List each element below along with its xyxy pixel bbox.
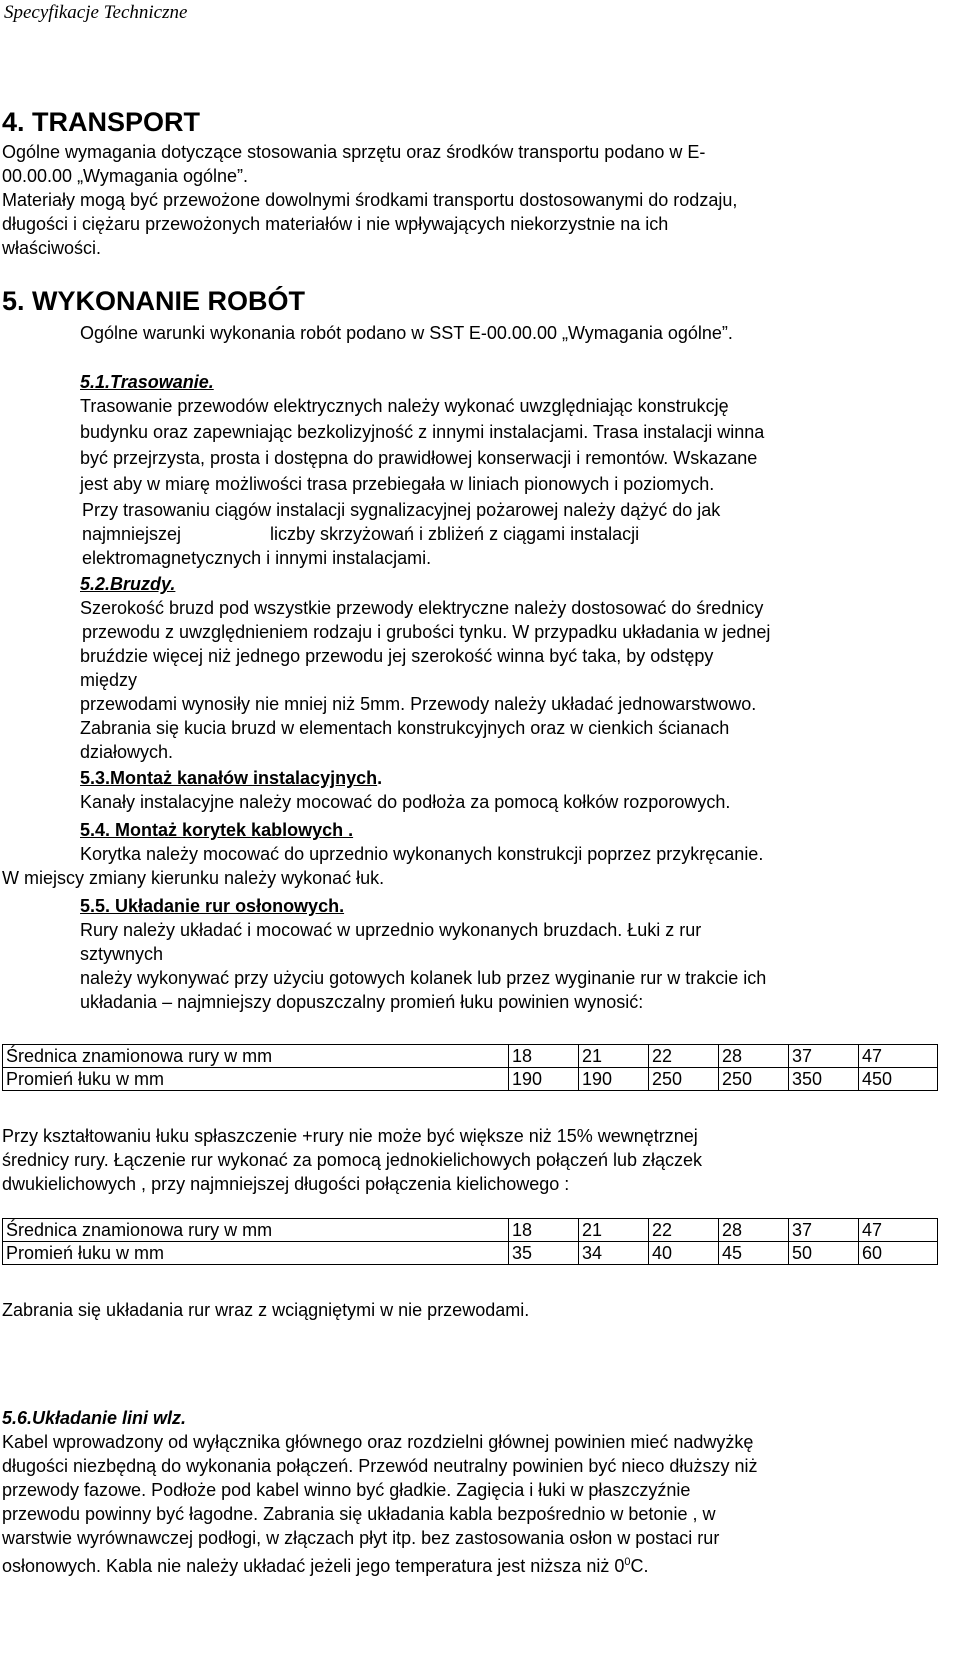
paragraph-line: przewodu powinny być łagodne. Zabrania się układania kabla bezpośrednio w betonie , w: [2, 1504, 716, 1524]
table-cell: Promień łuku w mm: [3, 1068, 509, 1091]
paragraph-line: być przejrzysta, prosta i dostępna do prawidłowej konserwacji i remontów. Wskazane: [80, 448, 758, 468]
section-5-2-heading: 5.2.Bruzdy.: [80, 574, 176, 594]
paragraph-line: Rury należy układać i mocować w uprzednio wykonanych bruzdach. Łuki z rur: [80, 920, 702, 940]
table-cell: 21: [579, 1219, 649, 1242]
table-cell: 34: [579, 1242, 649, 1265]
table-cell: 22: [649, 1219, 719, 1242]
paragraph-line: Ogólne wymagania dotyczące stosowania sprzętu oraz środków transportu podano w E-: [2, 142, 706, 162]
table-cell: 37: [789, 1219, 859, 1242]
page-header-title: Specyfikacje Techniczne: [4, 2, 188, 23]
table-row: [3, 1045, 938, 1068]
paragraph-line: średnicy rury. Łączenie rur wykonać za pomocą jednokielichowych połączeń lub złączek: [2, 1150, 703, 1170]
paragraph-line: przewodami wynosiły nie mniej niż 5mm. Przewody należy układać jednowarstwowo.: [80, 694, 757, 714]
section-5-5-heading: 5.5. Układanie rur osłonowych.: [80, 896, 345, 916]
paragraph-line: bruździe więcej niż jednego przewodu jej szerokość winna być taka, by odstępy: [80, 646, 714, 666]
table-cell: 60: [859, 1242, 938, 1265]
paragraph-line: Materiały mogą być przewożone dowolnymi środkami transportu dostosowanymi do rodzaju,: [2, 190, 738, 210]
paragraph-line: należy wykonywać przy użyciu gotowych kolanek lub przez wyginanie rur w trakcie ich: [80, 968, 767, 988]
paragraph-line: długości i ciężaru przewożonych materiałów i nie wpływających niekorzystnie na ich: [2, 214, 669, 234]
paragraph-line: warstwie wyrównawczej podłogi, w złączach płyt itp. bez zastosowania osłon w postaci rur: [2, 1528, 720, 1548]
table-cell: 28: [719, 1045, 789, 1068]
table-cell: 35: [509, 1242, 579, 1265]
paragraph-line: budynku oraz zapewniając bezkolizyjność z innymi instalacjami. Trasa instalacji winna: [80, 422, 765, 442]
last-line-text: osłonowych. Kabla nie należy układać jeżeli jego temperatura jest niższa niż 0: [2, 1556, 625, 1576]
section-5-heading: 5. WYKONANIE ROBÓT: [2, 286, 306, 316]
table-cell: 47: [859, 1219, 938, 1242]
table-cell: 190: [509, 1068, 579, 1091]
degree-superscript: 0: [624, 1556, 631, 1568]
paragraph-line: właściwości.: [2, 238, 102, 258]
table-cell: Promień łuku w mm: [3, 1242, 509, 1265]
table-cell: 350: [789, 1068, 859, 1091]
table-row: [3, 1242, 938, 1265]
table-cell: Średnica znamionowa rury w mm: [3, 1045, 509, 1068]
table-cell: 37: [789, 1045, 859, 1068]
paragraph-line: Przy trasowaniu ciągów instalacji sygnalizacyjnej pożarowej należy dążyć do jak: [82, 500, 721, 520]
section-4-heading: 4. TRANSPORT: [2, 107, 201, 137]
table-cell: 28: [719, 1219, 789, 1242]
table-cell: 40: [649, 1242, 719, 1265]
paragraph-line: Zabrania się kucia bruzd w elementach konstrukcyjnych oraz w cienkich ścianach: [80, 718, 730, 738]
table-cell: 45: [719, 1242, 789, 1265]
section-5-intro: Ogólne warunki wykonania robót podano w SST E-00.00.00 „Wymagania ogólne”.: [80, 323, 733, 343]
table-cell: 190: [579, 1068, 649, 1091]
table-cell: 250: [719, 1068, 789, 1091]
paragraph-line: Kanały instalacyjne należy mocować do podłoża za pomocą kołków rozporowych.: [80, 792, 731, 812]
paragraph-line: sztywnych: [80, 944, 164, 964]
section-5-1-heading: 5.1.Trasowanie.: [80, 372, 214, 392]
paragraph-line: Trasowanie przewodów elektrycznych należy wykonać uwzględniając konstrukcję: [80, 396, 729, 416]
paragraph-line: układania – najmniejszy dopuszczalny promień łuku powinien wynosić:: [80, 992, 644, 1012]
paragraph-line: najmniejszej: [82, 524, 182, 544]
paragraph-line: długości niezbędną do wykonania połączeń. Przewód neutralny powinien być nieco dłuższy niż: [2, 1456, 758, 1476]
paragraph-line: przewody fazowe. Podłoże pod kabel winno być gładkie. Zagięcia i łuki w płaszczyźnie: [2, 1480, 691, 1500]
table-cell: 18: [509, 1045, 579, 1068]
section-5-3-heading: 5.3.Montaż kanałów instalacyjnych.: [80, 768, 383, 788]
table-cell: 18: [509, 1219, 579, 1242]
table-cell: 47: [859, 1045, 938, 1068]
paragraph-line-last: [2, 1550, 648, 1578]
paragraph-line: Kabel wprowadzony od wyłącznika głównego oraz rozdzielni głównej powinien mieć nadwyżkę: [2, 1432, 754, 1452]
table-cell: 21: [579, 1045, 649, 1068]
paragraph-line: Przy kształtowaniu łuku spłaszczenie +rury nie może być większe niż 15% wewnętrznej: [2, 1126, 698, 1146]
paragraph-line: 00.00.00 „Wymagania ogólne”.: [2, 166, 248, 186]
bend-radius-table-1: [2, 1044, 938, 1091]
paragraph-line: liczby skrzyżowań i zbliżeń z ciągami instalacji: [270, 524, 640, 544]
paragraph-line: Szerokość bruzd pod wszystkie przewody elektryczne należy dostosować do średnicy: [80, 598, 764, 618]
paragraph-line: dwukielichowych , przy najmniejszej długości połączenia kielichowego :: [2, 1174, 570, 1194]
paragraph-line: przewodu z uwzględnieniem rodzaju i grubości tynku. W przypadku układania w jednej: [82, 622, 771, 642]
table-cell: 450: [859, 1068, 938, 1091]
table-row: [3, 1068, 938, 1091]
paragraph-line: między: [80, 670, 138, 690]
paragraph-line: jest aby w miarę możliwości trasa przebiegała w liniach pionowych i poziomych.: [80, 474, 715, 494]
table-cell: 250: [649, 1068, 719, 1091]
paragraph-line: działowych.: [80, 742, 174, 762]
bend-radius-table-2: [2, 1218, 938, 1265]
table-cell: Średnica znamionowa rury w mm: [3, 1219, 509, 1242]
section-5-3-heading-text: 5.3.Montaż kanałów instalacyjnych: [80, 768, 378, 788]
last-line-unit: C.: [630, 1556, 649, 1576]
section-5-4-heading: 5.4. Montaż korytek kablowych .: [80, 820, 354, 840]
paragraph-line: W miejscy zmiany kierunku należy wykonać łuk.: [2, 868, 385, 888]
section-5-6-heading: 5.6.Układanie lini wlz.: [2, 1408, 187, 1428]
paragraph-line: elektromagnetycznych i innymi instalacjami.: [82, 548, 432, 568]
paragraph-line: Zabrania się układania rur wraz z wciągniętymi w nie przewodami.: [2, 1300, 530, 1320]
table-row: [3, 1219, 938, 1242]
paragraph-line: Korytka należy mocować do uprzednio wykonanych konstrukcji poprzez przykręcanie.: [80, 844, 764, 864]
table-cell: 22: [649, 1045, 719, 1068]
table-cell: 50: [789, 1242, 859, 1265]
